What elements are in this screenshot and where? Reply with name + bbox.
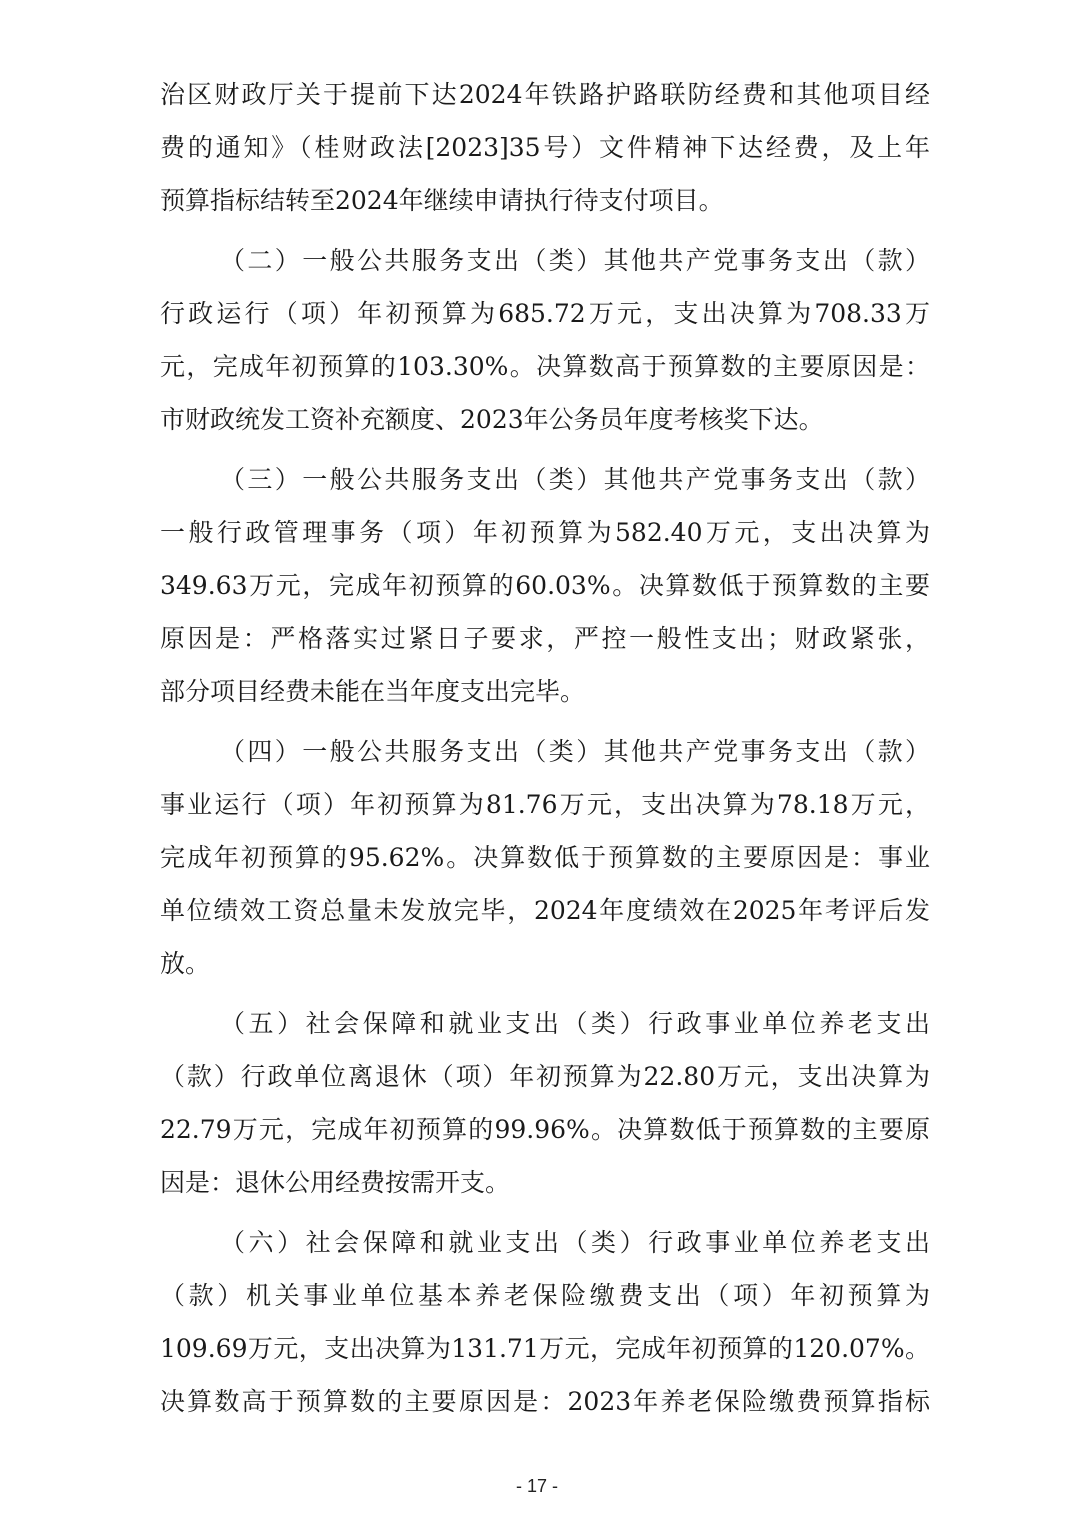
text-line: 完成年初预算的95.62%。决算数低于预算数的主要原因是：事业 (160, 843, 930, 872)
text-line: （四）一般公共服务支出（类）其他共产党事务支出（款） (220, 737, 930, 766)
text-line: （三）一般公共服务支出（类）其他共产党事务支出（款） (220, 465, 930, 494)
text-line: 原因是：严格落实过紧日子要求，严控一般性支出；财政紧张， (160, 624, 930, 653)
text-line: 费的通知》（桂财政法[2023]35号）文件精神下达经费，及上年 (160, 133, 930, 162)
text-line: （二）一般公共服务支出（类）其他共产党事务支出（款） (220, 246, 930, 275)
text-line: （五）社会保障和就业支出（类）行政事业单位养老支出 (220, 1009, 930, 1038)
paragraph-item-2 (160, 234, 930, 446)
text-line: 市财政统发工资补充额度、2023年公务员年度考核奖下达。 (160, 405, 824, 434)
text-line: 单位绩效工资总量未发放完毕，2024年度绩效在2025年考评后发 (160, 896, 930, 925)
text-line: （款）行政单位离退休（项）年初预算为22.80万元，支出决算为 (160, 1062, 930, 1091)
text-line: 事业运行（项）年初预算为81.76万元，支出决算为78.18万元， (160, 790, 930, 819)
text-line: 109.69万元，支出决算为131.71万元，完成年初预算的120.07%。 (160, 1334, 930, 1363)
paragraph-item-3 (160, 453, 930, 718)
text-line: 决算数高于预算数的主要原因是：2023年养老保险缴费预算指标 (160, 1387, 930, 1416)
text-line: 预算指标结转至2024年继续申请执行待支付项目。 (160, 186, 724, 215)
text-line: （六）社会保障和就业支出（类）行政事业单位养老支出 (220, 1228, 930, 1257)
paragraph-item-5 (160, 997, 930, 1209)
paragraph-continuation (160, 68, 930, 227)
paragraph-item-4 (160, 725, 930, 990)
text-line: 治区财政厅关于提前下达2024年铁路护路联防经费和其他项目经 (160, 80, 930, 109)
text-line: 因是：退休公用经费按需开支。 (160, 1168, 511, 1197)
page-number: - 17 - (515, 1476, 558, 1496)
text-line: 349.63万元，完成年初预算的60.03%。决算数低于预算数的主要 (160, 571, 930, 600)
text-line: 行政运行（项）年初预算为685.72万元，支出决算为708.33万 (160, 299, 930, 328)
text-line: 放。 (160, 949, 211, 978)
text-line: 部分项目经费未能在当年度支出完毕。 (160, 677, 586, 706)
text-line: 元，完成年初预算的103.30%。决算数高于预算数的主要原因是： (160, 352, 930, 381)
paragraph-item-6 (160, 1216, 930, 1428)
text-line: 22.79万元，完成年初预算的99.96%。决算数低于预算数的主要原 (160, 1115, 930, 1144)
text-line: （款）机关事业单位基本养老保险缴费支出（项）年初预算为 (160, 1281, 930, 1310)
text-line: 一般行政管理事务（项）年初预算为582.40万元，支出决算为 (160, 518, 930, 547)
document-body (160, 68, 930, 1428)
